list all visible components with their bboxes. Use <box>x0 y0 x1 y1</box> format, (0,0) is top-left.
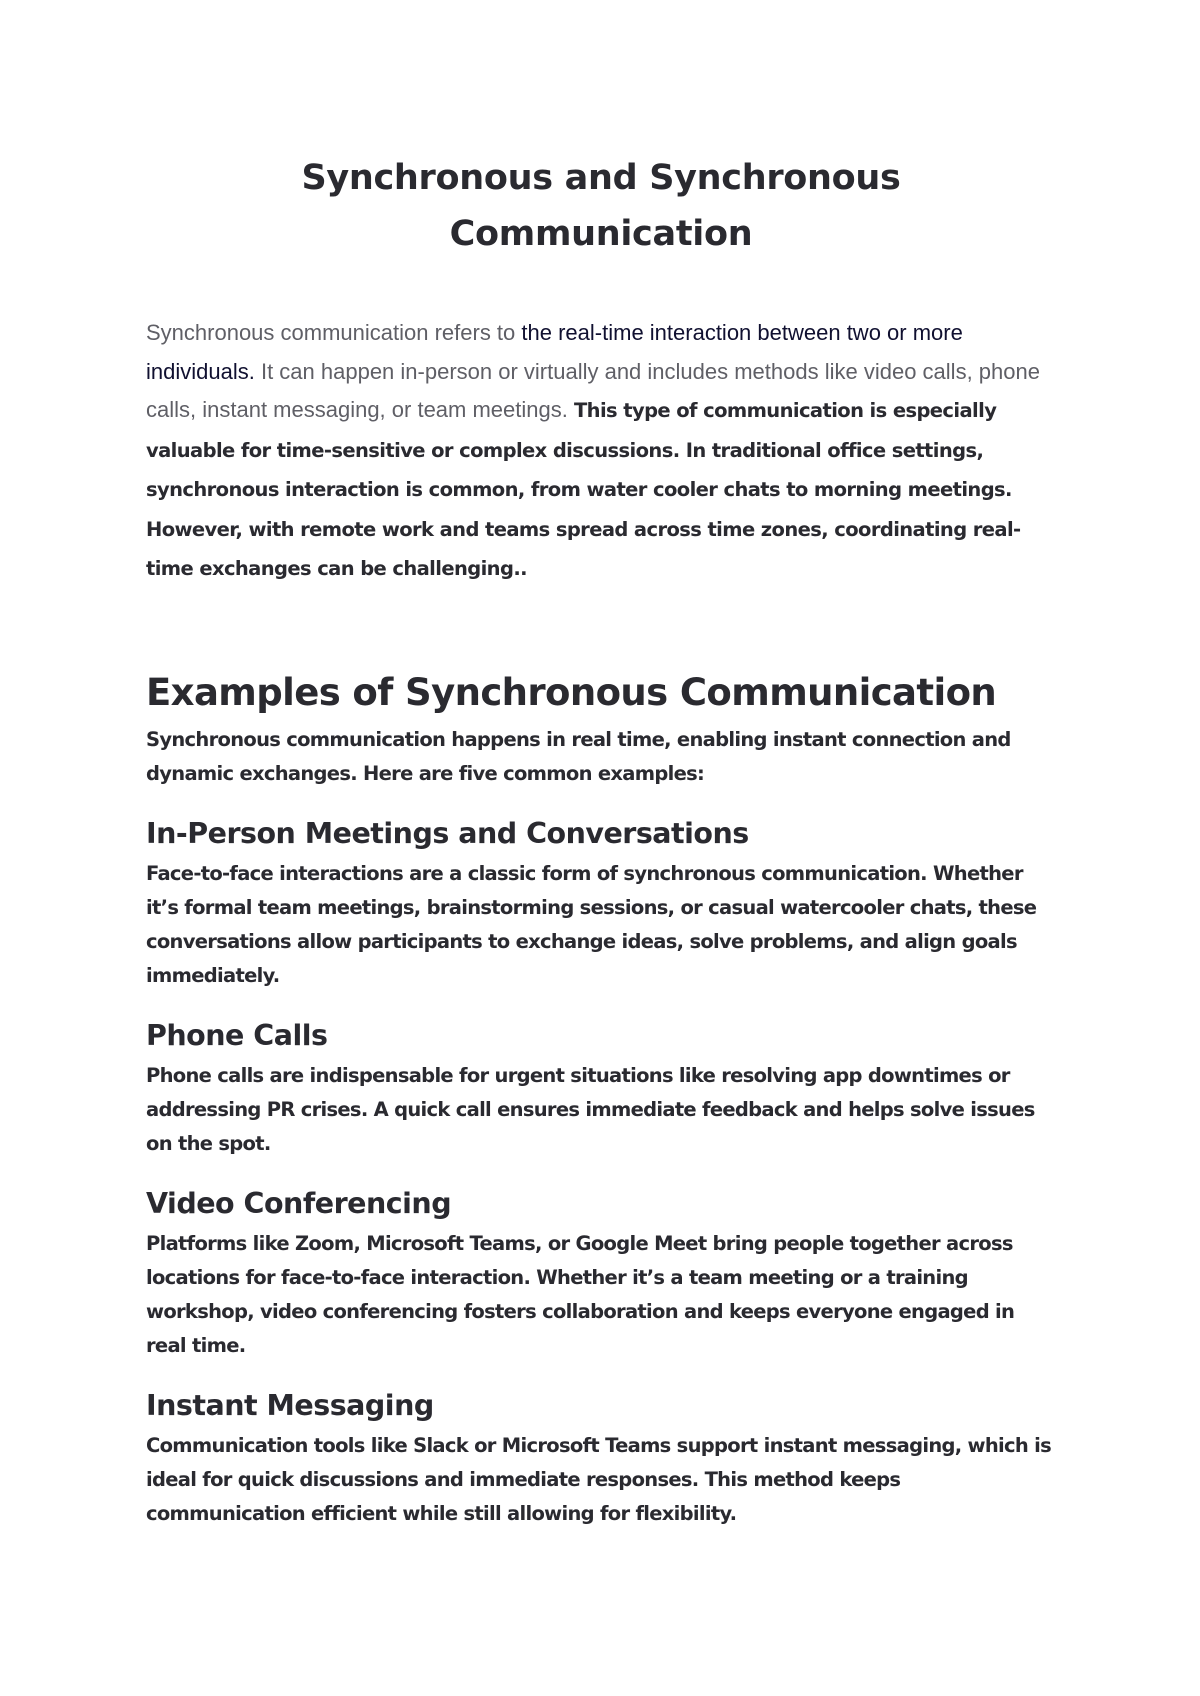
example-video-conferencing <box>146 1183 1056 1363</box>
document-title <box>241 150 961 262</box>
example-text: Platforms like Zoom, Microsoft Teams, or Google Meet bring people together across locations for face-to-face interaction. Whether it’s a team meeting or a training workshop, video conferencing fosters collaboration and keeps everyone engaged in real time. <box>146 1231 1015 1357</box>
example-title: In-Person Meetings and Conversations <box>146 816 749 850</box>
example-title: Video Conferencing <box>146 1186 452 1220</box>
example-text: Phone calls are indispensable for urgent situations like resolving app downtimes or addressing PR crises. A quick call ensures immediate feedback and helps solve issues on the spot. <box>146 1063 1035 1155</box>
document-title-line-2: Communication <box>449 214 753 254</box>
example-title: Instant Messaging <box>146 1388 434 1422</box>
intro-text-part-4: This type of communication is especially valuable for time-sensitive or complex discussions. In traditional office settings, synchronous interaction is common, from water cooler chats to morning meetings. However, with remote work and teams spread across time zones, coordinating real-time exchanges can be challenging.. <box>146 399 1021 580</box>
example-title: Phone Calls <box>146 1018 328 1052</box>
document-title-line-1: Synchronous and Synchronous <box>301 158 901 198</box>
intro-text-part-2: the real-time interaction between two or more individuals. <box>146 320 963 384</box>
intro-text-part-3: It can happen in-person or virtually and includes methods like video calls, phone calls, instant messaging, or team meetings. <box>146 358 1040 422</box>
example-instant-messaging <box>146 1385 1056 1531</box>
intro-paragraph <box>146 314 1056 589</box>
example-in-person-meetings <box>146 813 1056 993</box>
example-text: Face-to-face interactions are a classic form of synchronous communication. Whether it’s formal team meetings, brainstorming sessions, or casual watercooler chats, these conversations allow participants to exchange ideas, solve problems, and align goals immediately. <box>146 861 1037 987</box>
examples-intro: Synchronous communication happens in real time, enabling instant connection and dynamic exchanges. Here are five common examples: <box>146 727 1011 785</box>
example-text: Communication tools like Slack or Microsoft Teams support instant messaging, which is ideal for quick discussions and immediate responses. This method keeps communication efficient while still allowing for flexibility. <box>146 1433 1052 1525</box>
document-body <box>146 150 1056 1531</box>
example-phone-calls <box>146 1015 1056 1161</box>
intro-text-part-1: Synchronous communication refers to <box>146 320 522 345</box>
examples-heading: Examples of Synchronous Communication <box>146 670 997 714</box>
